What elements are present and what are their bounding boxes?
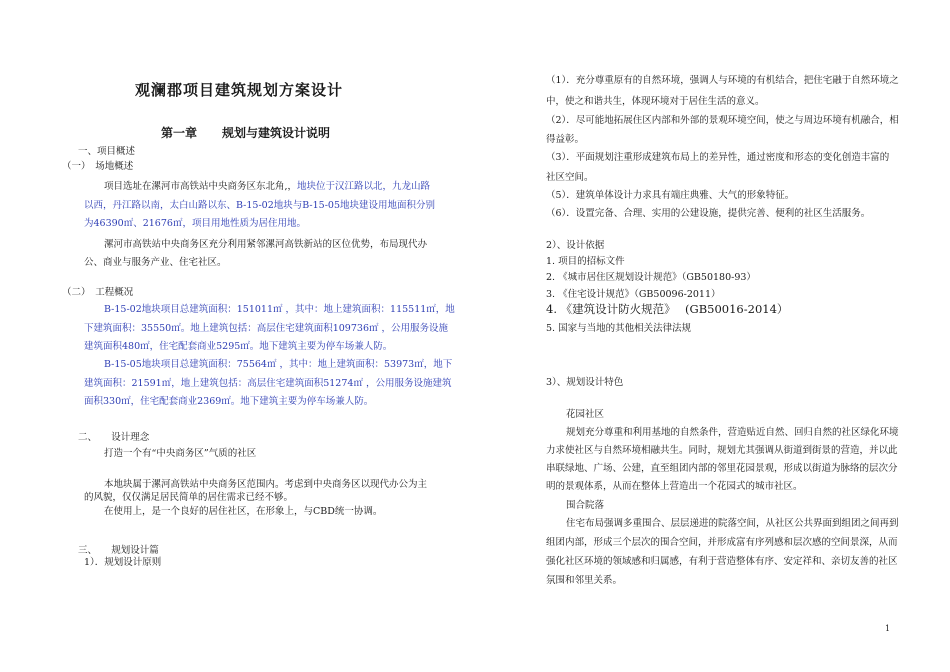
basis-heading: 2）、设计依据 [546,240,605,251]
site-paragraph-1-line-2: 以西，丹江路以南，太白山路以东、B-15-02地块与B-15-05地块建设用地面积分别 [84,200,436,211]
courtyard-paragraph-line-3: 强化社区环境的领域感和归属感，有利于营造整体有序、安定祥和、亲切友善的社区 [546,556,898,567]
principle-1-line-2: 中，使之和谐共生，体现环境对于居住生活的意义。 [546,96,765,107]
site-paragraph-1-line-1: 项目选址在漯河市高铁站中央商务区东北角,，地块位于汉江路以北，九龙山路 [104,181,431,192]
document-title: 观澜郡项目建筑规划方案设计 [135,81,344,99]
site-paragraph-1-line-3: 为46390㎡、21676㎡，项目用地性质为居住用地。 [84,218,306,229]
basis-item-1: 1. 项目的招标文件 [546,256,625,267]
principle-3-line-2: 社区空间。 [546,172,594,183]
section-heading-concept: 二、 设计理念 [78,432,150,443]
concept-paragraph-line-2: 的风貌，仅仅满足居民简单的居住需求已经不够。 [84,492,294,503]
engineering-paragraph-2-line-1: B-15-05地块项目总建筑面积：75564㎡ ，其中：地上建筑面积：53973㎡，地下 [104,359,453,370]
engineering-paragraph-2-line-2: 建筑面积：21591㎡，地上建筑包括：高层住宅建筑面积51274㎡ ，公用服务设施建筑 [84,378,452,389]
basis-item-4: 4. 《建筑设计防火规范》 (GB50016-2014） [546,302,789,316]
courtyard-heading: 围合院落 [566,500,605,511]
concept-paragraph-line-1: 本地块属于漯河高铁站中央商务区范围内。考虑到中央商务区以现代办公为主 [104,479,428,490]
subsection-heading-principles: 1）．规划设计原则 [84,557,162,568]
subsection-heading-engineering: （二） 工程概况 [62,287,134,298]
principle-3-line-1: （3）．平面规划注重形成建筑布局上的差异性，通过密度和形态的变化创造丰富的 [546,152,890,163]
concept-slogan: 打造一个有“中央商务区”气质的社区 [104,448,257,459]
courtyard-paragraph-line-4: 氛围和邻里关系。 [546,575,623,586]
basis-item-5: 5. 国家与当地的其他相关法律法规 [546,323,692,334]
features-heading: 3）、规划设计特色 [546,377,624,388]
chapter-number: 第一章 [161,126,198,140]
engineering-paragraph-1-line-2: 下建筑面积：35550㎡。地上建筑包括：高层住宅建筑面积109736㎡ ，公用服务设施 [84,323,449,334]
basis-item-2: 2. 《城市居住区规划设计规范》（GB50180-93） [546,272,756,283]
site-paragraph-2-line-2: 公、商业与服务产业、住宅社区。 [84,257,227,268]
basis-item-3: 3. 《住宅设计规范》（GB50096-2011） [546,289,721,300]
engineering-paragraph-2-line-3: 面积330㎡，住宅配套商业2369㎡。地下建筑主要为停车场兼人防。 [84,396,374,407]
garden-paragraph-line-1: 规划充分尊重和利用基地的自然条件，营造贴近自然、回归自然的社区绿化环境 [566,427,899,438]
garden-paragraph-line-3: 串联绿地、广场、公建，直至组团内部的邻里花园景观，形成以街道为脉络的层次分 [546,463,898,474]
site-paragraph-2-line-1: 漯河市高铁站中央商务区充分利用紧邻漯河高铁新站的区位优势，布局现代办 [104,239,428,250]
page-number: 1 [885,624,891,633]
engineering-paragraph-1-line-1: B-15-02地块项目总建筑面积：151011㎡ ，其中：地上建筑面积：115511㎡，地 [104,304,455,315]
garden-heading: 花园社区 [566,409,605,420]
principle-5: （5）．建筑单体设计力求具有端庄典雅、大气的形象特征。 [546,190,795,201]
subsection-heading-site: （一） 场地概述 [62,161,134,172]
garden-paragraph-line-4: 明的景观体系，从而在整体上营造出一个花园式的城市社区。 [546,481,803,492]
concept-paragraph-line-3: 在使用上，是一个良好的居住社区，在形象上，与CBD统一协调。 [104,506,383,517]
chapter-title: 规划与建筑设计说明 [222,126,331,140]
garden-paragraph-line-2: 力求使社区与自然环境相融共生。同时，规划尤其强调从街道到街景的营造，并以此 [546,445,898,456]
principle-2-line-2: 得益彰。 [546,134,585,145]
engineering-paragraph-1-line-3: 建筑面积480㎡，住宅配套商业5295㎡。地下建筑主要为停车场兼人防。 [84,341,393,352]
courtyard-paragraph-line-2: 组团内部，形成三个层次的围合空间，并形成富有序列感和层次感的空间景深，从而 [546,537,898,548]
section-heading-overview: 一、项目概述 [78,146,136,157]
principle-2-line-1: （2）．尽可能地拓展住区内部和外部的景观环境空间，使之与周边环境有机融合，相 [546,115,899,126]
principle-1-line-1: （1）．充分尊重原有的自然环境，强调人与环境的有机结合，把住宅融于自然环境之 [546,75,899,86]
principle-6: （6）．设置完备、合理、实用的公建设施，提供完善、便利的社区生活服务。 [546,208,871,219]
courtyard-paragraph-line-1: 住宅布局强调多重围合、层层递进的院落空间，从社区公共界面到组团之间再到 [566,518,899,529]
section-heading-planning: 三、 规划设计篇 [78,545,159,556]
